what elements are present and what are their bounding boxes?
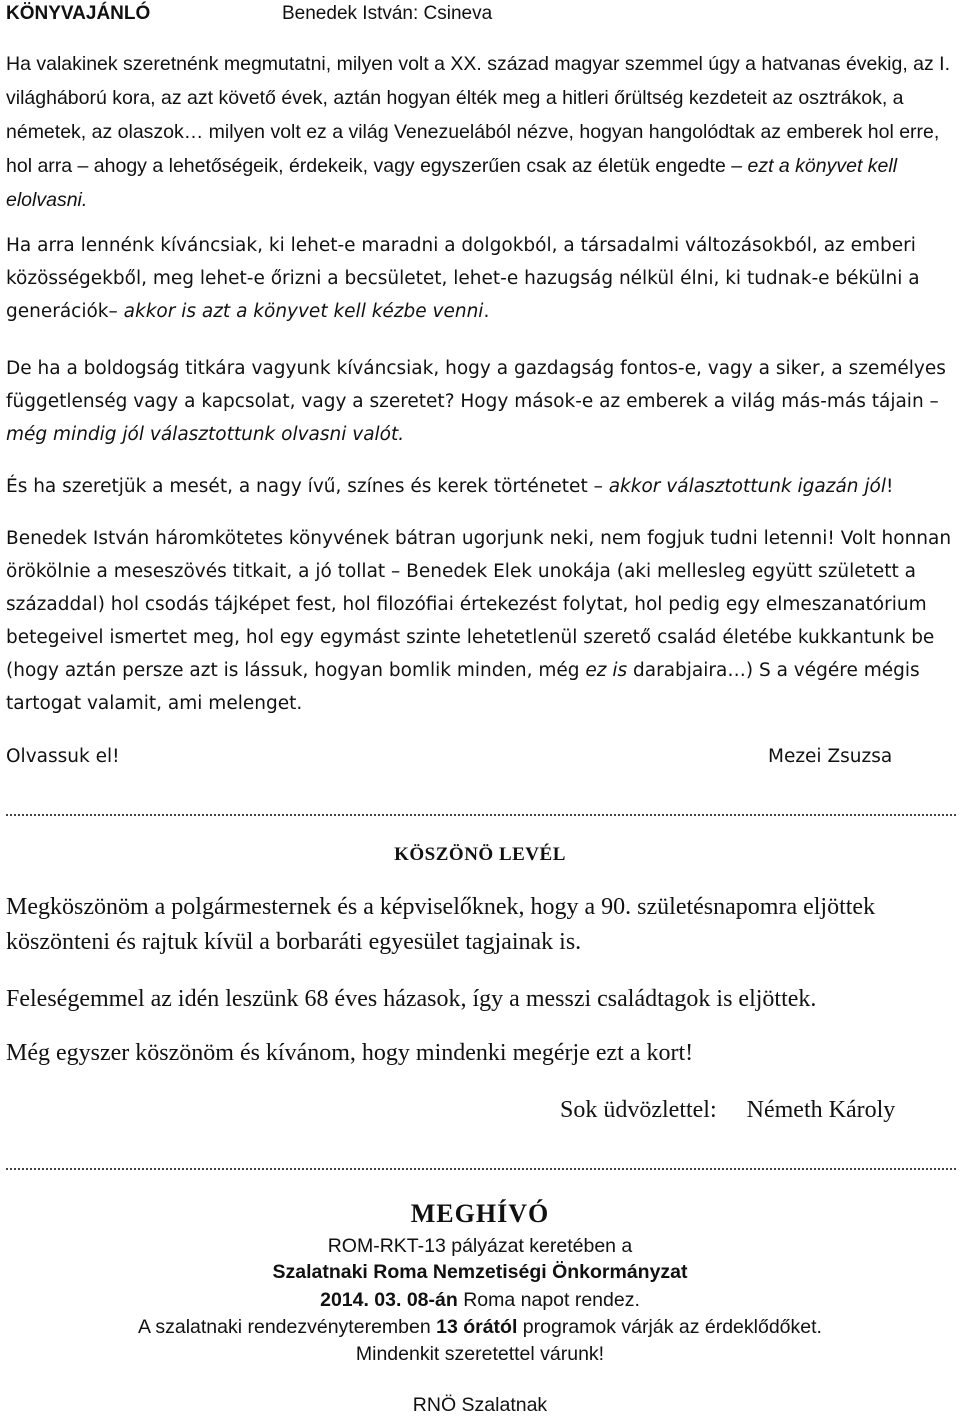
section-label: KÖNYVAJÁNLÓ <box>6 3 151 24</box>
letter-title: KÖSZÖNÖ LEVÉL <box>394 844 566 865</box>
invitation-program: programok várják az érdeklődőket. <box>517 1316 822 1338</box>
review-header <box>6 2 493 26</box>
letter-greeting: Sok üdvözlettel: <box>560 1097 717 1123</box>
letter-paragraph-2: Feleségemmel az idén leszünk 68 éves házasok, így a messzi családtagok is eljöttek. <box>6 986 817 1012</box>
review-paragraph-3 <box>6 352 956 451</box>
letter-signature: Németh Károly <box>746 1097 896 1123</box>
invitation-signature: RNÖ Szalatnak <box>412 1394 548 1416</box>
invitation-date: 2014. 03. 08-án <box>320 1289 458 1311</box>
invitation-title: MEGHÍVÓ <box>410 1199 550 1228</box>
review-paragraph-5-end: darabjaira…) S a végére mégis tartogat valamit, ami melenget. <box>6 660 920 714</box>
review-paragraph-5 <box>6 522 956 720</box>
review-closing-left: Olvassuk el! <box>6 746 120 767</box>
review-paragraph-2-emphasis: akkor is azt a könyvet kell kézbe venni <box>123 301 484 322</box>
invitation-date-line <box>0 1287 960 1313</box>
review-paragraph-2-end: . <box>483 301 490 322</box>
letter-paragraph-1: Megköszönöm a polgármesternek és a képviselőknek, hogy a 90. születésnapomra eljöttek köszönteni és rajtuk kívül a borbaráti egyesület tagjainak is. <box>6 894 876 955</box>
review-author: Mezei Zsuzsa <box>768 746 893 767</box>
review-paragraph-1-text: Ha valakinek szeretnénk megmutatni, milyen volt a XX. század magyar szemmel úgy a hatvanas évekig, az I. világháború kora, az azt követő évek, aztán hogyan élték meg a hitleri őrültség kezdeteit az osztrákok, a németek, az olaszok… milyen volt ez a világ Venezuelából nézve, hogyan hangolódtak az emberek hol erre, hol arra – ahogy a lehetőségeik, érdekeik, vagy egyszerűen csak az életük engedte – <box>6 53 951 177</box>
review-paragraph-4-end: ! <box>886 476 894 497</box>
invitation-date-rest: Roma napot rendez. <box>457 1289 640 1311</box>
invitation-line-1: ROM-RKT-13 pályázat keretében a <box>327 1235 633 1257</box>
letter-paragraph-3: Még egyszer köszönöm és kívánom, hogy mindenki megérje ezt a kort! <box>6 1040 694 1066</box>
invitation-time-line <box>0 1314 960 1340</box>
review-paragraph-5-text: Benedek István háromkötetes könyvének bátran ugorjunk neki, nem fogjuk tudni letenni! Volt honnan örökölnie a meseszövés titkait, a jó tollat – Benedek Elek unokája (aki mellesleg együtt született a századdal) hol csodás tájképet fest, hol filozófiai értekezést folytat, hol pedig egy elmeszanatórium betegeivel ismertet meg, hol egy egymást szinte lehetetlenül szerető család életébe kukkantunk be (hogy aztán persze azt is lássuk, hogyan bomlik minden, még <box>6 528 952 681</box>
review-paragraph-4-text: És ha szeretjük a mesét, a nagy ívű, színes és kerek történetet – <box>6 476 609 497</box>
invitation-welcome: Mindenkit szeretettel várunk! <box>355 1343 605 1365</box>
dotted-divider <box>6 1168 956 1170</box>
review-paragraph-5-emphasis: ez is <box>585 660 628 681</box>
invitation-organizer: Szalatnaki Roma Nemzetiségi Önkormányzat <box>272 1261 688 1283</box>
invitation-time: 13 órától <box>436 1316 518 1338</box>
review-paragraph-2 <box>6 229 956 328</box>
dotted-divider <box>6 814 956 816</box>
review-paragraph-1 <box>6 47 956 217</box>
review-paragraph-3-text: De ha a boldogság titkára vagyunk kíváncsiak, hogy a gazdagság fontos-e, vagy a siker, a személyes függetlenség vagy a kapcsolat, vagy a szeretet? Hogy mások-e az emberek a világ más-más tájain – <box>6 358 946 412</box>
book-title: Benedek István: Csineva <box>282 3 493 24</box>
letter-signature-block <box>560 1093 895 1128</box>
review-paragraph-4-emphasis: akkor választottunk igazán jól <box>608 476 886 497</box>
review-paragraph-1-emphasis: ezt a könyvet kell elolvasni. <box>6 155 898 211</box>
review-paragraph-2-text: Ha arra lennénk kíváncsiak, ki lehet-e maradni a dolgokból, a társadalmi változásokból, az emberi közösségekből, meg lehet-e őrizni a becsületet, lehet-e hazugság nélkül élni, ki tudnak-e békülni a generációk– <box>6 235 920 322</box>
review-paragraph-3-emphasis: még mindig jól választottunk olvasni valót. <box>6 424 405 445</box>
review-paragraph-4 <box>6 470 956 503</box>
invitation-venue: A szalatnaki rendezvényteremben <box>138 1316 437 1338</box>
review-closing <box>6 740 956 773</box>
